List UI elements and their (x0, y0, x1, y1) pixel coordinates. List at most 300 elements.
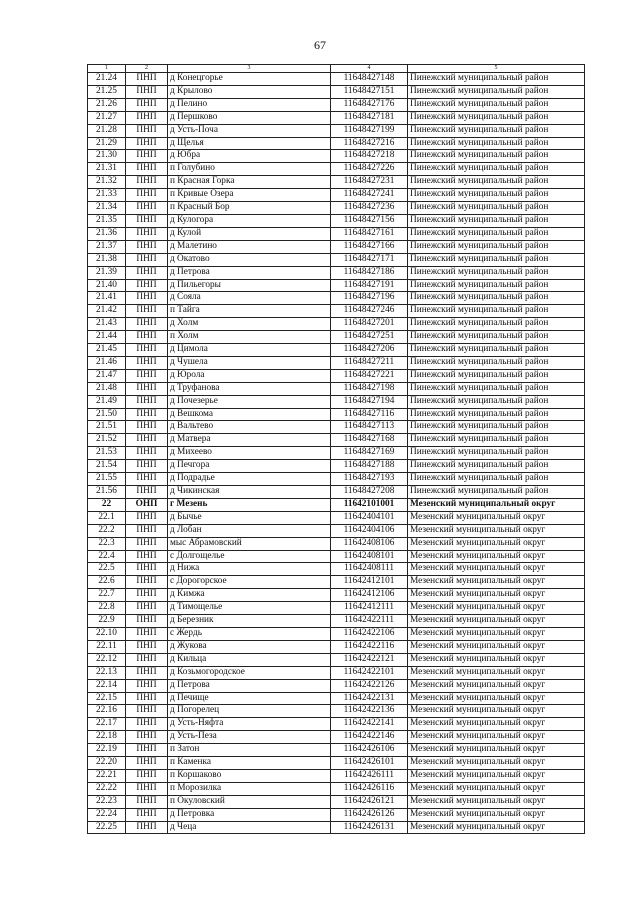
settlement-type-cell: ПНП (126, 511, 168, 524)
settlement-type-cell: ПНП (126, 524, 168, 537)
column-number: 5 (408, 65, 585, 73)
settlement-type-cell: ПНП (126, 563, 168, 576)
row-number-cell: 22.6 (88, 576, 126, 589)
municipality-cell: Мезенский муниципальный округ (408, 757, 585, 770)
row-number-cell: 21.38 (88, 253, 126, 266)
row-number-cell: 22.7 (88, 589, 126, 602)
municipality-cell: Пинежский муниципальный район (408, 486, 585, 499)
oktmo-code-cell: 11648427208 (331, 486, 408, 499)
settlement-name-cell: д Бычье (168, 511, 331, 524)
row-number-cell: 21.40 (88, 279, 126, 292)
table-row (88, 627, 585, 640)
settlement-name-cell: д Подрадье (168, 473, 331, 486)
municipality-cell: Пинежский муниципальный район (408, 214, 585, 227)
municipality-cell: Пинежский муниципальный район (408, 227, 585, 240)
municipality-cell: Мезенский муниципальный округ (408, 769, 585, 782)
settlement-type-cell: ПНП (126, 537, 168, 550)
oktmo-code-cell: 11642408101 (331, 550, 408, 563)
settlement-name-cell: с Дорогорское (168, 576, 331, 589)
row-number-cell: 22.18 (88, 731, 126, 744)
table-row (88, 653, 585, 666)
row-number-cell: 21.56 (88, 486, 126, 499)
settlement-type-cell: ПНП (126, 576, 168, 589)
oktmo-code-cell: 11648427198 (331, 382, 408, 395)
municipality-cell: Мезенский муниципальный округ (408, 808, 585, 821)
oktmo-code-cell: 11642412111 (331, 602, 408, 615)
settlement-name-cell: д Почезерье (168, 395, 331, 408)
oktmo-code-cell: 11642422146 (331, 731, 408, 744)
table-row (88, 395, 585, 408)
row-number-cell: 21.34 (88, 202, 126, 215)
municipality-cell: Мезенский муниципальный округ (408, 718, 585, 731)
settlement-type-cell: ПНП (126, 602, 168, 615)
oktmo-code-cell: 11648427116 (331, 408, 408, 421)
table-row (88, 202, 585, 215)
row-number-cell: 21.54 (88, 460, 126, 473)
column-number: 4 (331, 65, 408, 73)
table-row (88, 137, 585, 150)
table-row (88, 473, 585, 486)
row-number-cell: 21.31 (88, 163, 126, 176)
settlement-type-cell: ПНП (126, 382, 168, 395)
settlement-type-cell: ПНП (126, 486, 168, 499)
settlement-name-cell: д Петрова (168, 679, 331, 692)
municipality-cell: Мезенский муниципальный округ (408, 679, 585, 692)
municipality-cell: Пинежский муниципальный район (408, 240, 585, 253)
row-number-cell: 22 (88, 498, 126, 511)
settlement-name-cell: д Печгора (168, 460, 331, 473)
settlement-name-cell: д Конецгорье (168, 73, 331, 86)
row-number-cell: 21.39 (88, 266, 126, 279)
row-number-cell: 21.37 (88, 240, 126, 253)
settlement-type-cell: ПНП (126, 318, 168, 331)
municipality-cell: Мезенский муниципальный округ (408, 602, 585, 615)
municipality-cell: Мезенский муниципальный округ (408, 782, 585, 795)
settlement-name-cell: д Вальтево (168, 421, 331, 434)
oktmo-code-cell: 11648427176 (331, 98, 408, 111)
oktmo-code-cell: 11642404106 (331, 524, 408, 537)
oktmo-code-cell: 11648427246 (331, 305, 408, 318)
row-number-cell: 21.41 (88, 292, 126, 305)
table-row (88, 692, 585, 705)
settlement-name-cell: д Нижа (168, 563, 331, 576)
municipality-cell: Пинежский муниципальный район (408, 305, 585, 318)
municipality-cell: Пинежский муниципальный район (408, 176, 585, 189)
municipality-cell: Мезенский муниципальный округ (408, 524, 585, 537)
municipality-cell: Пинежский муниципальный район (408, 331, 585, 344)
municipality-cell: Мезенский муниципальный округ (408, 589, 585, 602)
row-number-cell: 21.35 (88, 214, 126, 227)
row-number-cell: 21.32 (88, 176, 126, 189)
oktmo-code-cell: 11642426116 (331, 782, 408, 795)
settlement-type-cell: ПНП (126, 202, 168, 215)
settlement-name-cell: п Окуловский (168, 795, 331, 808)
municipality-cell: Мезенский муниципальный округ (408, 511, 585, 524)
oktmo-code-cell: 11648427151 (331, 85, 408, 98)
settlement-name-cell: п Красный Бор (168, 202, 331, 215)
table-row (88, 331, 585, 344)
oktmo-code-cell: 11648427236 (331, 202, 408, 215)
table-row (88, 550, 585, 563)
municipality-cell: Пинежский муниципальный район (408, 124, 585, 137)
table-row (88, 240, 585, 253)
settlement-type-cell: ПНП (126, 795, 168, 808)
municipality-cell: Пинежский муниципальный район (408, 382, 585, 395)
row-number-cell: 21.51 (88, 421, 126, 434)
table-row (88, 731, 585, 744)
oktmo-code-cell: 11648427218 (331, 150, 408, 163)
oktmo-code-cell: 11642422121 (331, 653, 408, 666)
table-row (88, 408, 585, 421)
settlement-type-cell: ПНП (126, 150, 168, 163)
row-number-cell: 21.49 (88, 395, 126, 408)
table-row (88, 292, 585, 305)
municipality-cell: Пинежский муниципальный район (408, 473, 585, 486)
table-row (88, 369, 585, 382)
row-number-cell: 22.14 (88, 679, 126, 692)
settlement-type-cell: ПНП (126, 744, 168, 757)
settlement-type-cell: ПНП (126, 434, 168, 447)
row-number-cell: 22.9 (88, 615, 126, 628)
settlement-name-cell: д Матвера (168, 434, 331, 447)
table-row (88, 421, 585, 434)
page-number: 67 (314, 38, 326, 52)
settlement-type-cell: ПНП (126, 447, 168, 460)
table-row (88, 266, 585, 279)
row-number-cell: 21.50 (88, 408, 126, 421)
municipality-cell: Пинежский муниципальный район (408, 189, 585, 202)
column-number: 1 (88, 65, 126, 73)
table-row (88, 602, 585, 615)
registry-table-body (88, 65, 585, 834)
settlement-type-cell: ПНП (126, 769, 168, 782)
municipality-cell: Пинежский муниципальный район (408, 318, 585, 331)
oktmo-code-cell: 11648427251 (331, 331, 408, 344)
settlement-name-cell: г Мезень (168, 498, 331, 511)
settlement-name-cell: п Голубино (168, 163, 331, 176)
settlement-name-cell: д Усть-Поча (168, 124, 331, 137)
settlement-name-cell: д Кимжа (168, 589, 331, 602)
settlement-name-cell: д Пелино (168, 98, 331, 111)
settlement-type-cell: ПНП (126, 356, 168, 369)
row-number-cell: 22.8 (88, 602, 126, 615)
settlement-name-cell: п Морозилка (168, 782, 331, 795)
settlement-type-cell: ПНП (126, 589, 168, 602)
municipality-cell: Мезенский муниципальный округ (408, 537, 585, 550)
settlement-name-cell: д Труфанова (168, 382, 331, 395)
municipality-cell: Пинежский муниципальный район (408, 395, 585, 408)
row-number-cell: 21.30 (88, 150, 126, 163)
settlement-name-cell: д Малетино (168, 240, 331, 253)
row-number-cell: 22.13 (88, 666, 126, 679)
settlement-name-cell: мыс Абрамовский (168, 537, 331, 550)
row-number-cell: 22.2 (88, 524, 126, 537)
settlement-type-cell: ПНП (126, 653, 168, 666)
oktmo-code-cell: 11648427193 (331, 473, 408, 486)
settlement-type-cell: ПНП (126, 666, 168, 679)
table-row (88, 163, 585, 176)
oktmo-code-cell: 11642408111 (331, 563, 408, 576)
table-row (88, 305, 585, 318)
oktmo-code-cell: 11648427216 (331, 137, 408, 150)
settlement-registry-table (87, 64, 585, 834)
municipality-cell: Пинежский муниципальный район (408, 421, 585, 434)
settlement-name-cell: с Долгощелье (168, 550, 331, 563)
row-number-cell: 21.47 (88, 369, 126, 382)
municipality-cell: Пинежский муниципальный район (408, 460, 585, 473)
settlement-type-cell: ПНП (126, 718, 168, 731)
settlement-name-cell: д Тимощелье (168, 602, 331, 615)
oktmo-code-cell: 11648427226 (331, 163, 408, 176)
settlement-name-cell: д Крылово (168, 85, 331, 98)
settlement-type-cell: ОНП (126, 498, 168, 511)
row-number-cell: 22.22 (88, 782, 126, 795)
row-number-cell: 22.19 (88, 744, 126, 757)
oktmo-code-cell: 11648427241 (331, 189, 408, 202)
table-row (88, 382, 585, 395)
oktmo-code-cell: 11648427113 (331, 421, 408, 434)
oktmo-code-cell: 11642422101 (331, 666, 408, 679)
settlement-type-cell: ПНП (126, 731, 168, 744)
settlement-type-cell: ПНП (126, 266, 168, 279)
oktmo-code-cell: 11648427186 (331, 266, 408, 279)
settlement-type-cell: ПНП (126, 782, 168, 795)
settlement-name-cell: д Холм (168, 318, 331, 331)
settlement-name-cell: п Холм (168, 331, 331, 344)
row-number-cell: 22.1 (88, 511, 126, 524)
municipality-cell: Мезенский муниципальный округ (408, 653, 585, 666)
row-number-cell: 21.25 (88, 85, 126, 98)
settlement-name-cell: д Першково (168, 111, 331, 124)
settlement-type-cell: ПНП (126, 705, 168, 718)
row-number-cell: 22.15 (88, 692, 126, 705)
settlement-type-cell: ПНП (126, 408, 168, 421)
table-row (88, 537, 585, 550)
row-number-cell: 21.55 (88, 473, 126, 486)
municipality-cell: Пинежский муниципальный район (408, 253, 585, 266)
oktmo-code-cell: 11648427148 (331, 73, 408, 86)
municipality-cell: Мезенский муниципальный округ (408, 576, 585, 589)
settlement-name-cell: п Кривые Озера (168, 189, 331, 202)
row-number-cell: 22.24 (88, 808, 126, 821)
settlement-type-cell: ПНП (126, 305, 168, 318)
row-number-cell: 21.52 (88, 434, 126, 447)
row-number-cell: 21.36 (88, 227, 126, 240)
oktmo-code-cell: 11642426121 (331, 795, 408, 808)
settlement-type-cell: ПНП (126, 550, 168, 563)
settlement-type-cell: ПНП (126, 640, 168, 653)
table-row (88, 563, 585, 576)
settlement-type-cell: ПНП (126, 395, 168, 408)
table-row (88, 214, 585, 227)
municipality-cell: Пинежский муниципальный район (408, 408, 585, 421)
table-row (88, 189, 585, 202)
settlement-name-cell: д Усть-Няфта (168, 718, 331, 731)
oktmo-code-cell: 11648427166 (331, 240, 408, 253)
municipality-cell: Пинежский муниципальный район (408, 344, 585, 357)
table-row (88, 705, 585, 718)
oktmo-code-cell: 11642412106 (331, 589, 408, 602)
table-row (88, 73, 585, 86)
oktmo-code-cell: 11648427168 (331, 434, 408, 447)
settlement-type-cell: ПНП (126, 73, 168, 86)
table-row (88, 150, 585, 163)
row-number-cell: 22.10 (88, 627, 126, 640)
column-number-row (88, 65, 585, 73)
municipality-cell: Пинежский муниципальный район (408, 73, 585, 86)
settlement-name-cell: п Коршаково (168, 769, 331, 782)
settlement-type-cell: ПНП (126, 692, 168, 705)
settlement-name-cell: п Затон (168, 744, 331, 757)
table-row (88, 356, 585, 369)
table-row (88, 318, 585, 331)
oktmo-code-cell: 11642412101 (331, 576, 408, 589)
settlement-type-cell: ПНП (126, 214, 168, 227)
settlement-type-cell: ПНП (126, 808, 168, 821)
settlement-name-cell: д Березник (168, 615, 331, 628)
oktmo-code-cell: 11648427196 (331, 292, 408, 305)
row-number-cell: 21.43 (88, 318, 126, 331)
table-row (88, 589, 585, 602)
settlement-type-cell: ПНП (126, 344, 168, 357)
table-row (88, 111, 585, 124)
municipality-cell: Пинежский муниципальный район (408, 85, 585, 98)
municipality-cell: Мезенский муниципальный округ (408, 498, 585, 511)
table-row (88, 821, 585, 834)
settlement-name-cell: д Кильца (168, 653, 331, 666)
row-number-cell: 22.23 (88, 795, 126, 808)
settlement-type-cell: ПНП (126, 460, 168, 473)
table-row (88, 666, 585, 679)
oktmo-code-cell: 11642426126 (331, 808, 408, 821)
settlement-type-cell: ПНП (126, 473, 168, 486)
table-row (88, 176, 585, 189)
row-number-cell: 21.29 (88, 137, 126, 150)
municipality-cell: Мезенский муниципальный округ (408, 666, 585, 679)
settlement-name-cell: д Козьмогородское (168, 666, 331, 679)
oktmo-code-cell: 11642408106 (331, 537, 408, 550)
oktmo-code-cell: 11648427156 (331, 214, 408, 227)
oktmo-code-cell: 11642404101 (331, 511, 408, 524)
municipality-cell: Пинежский муниципальный район (408, 356, 585, 369)
settlement-name-cell: д Юрола (168, 369, 331, 382)
oktmo-code-cell: 11648427201 (331, 318, 408, 331)
oktmo-code-cell: 11642422141 (331, 718, 408, 731)
table-row (88, 524, 585, 537)
settlement-name-cell: д Чушела (168, 356, 331, 369)
row-number-cell: 21.53 (88, 447, 126, 460)
settlement-name-cell: д Сояла (168, 292, 331, 305)
row-number-cell: 22.16 (88, 705, 126, 718)
oktmo-code-cell: 11648427181 (331, 111, 408, 124)
municipality-cell: Мезенский муниципальный округ (408, 550, 585, 563)
settlement-type-cell: ПНП (126, 124, 168, 137)
table-row (88, 460, 585, 473)
row-number-cell: 21.45 (88, 344, 126, 357)
municipality-cell: Пинежский муниципальный район (408, 150, 585, 163)
settlement-type-cell: ПНП (126, 163, 168, 176)
settlement-name-cell: д Кулогора (168, 214, 331, 227)
table-row (88, 85, 585, 98)
column-number: 3 (168, 65, 331, 73)
settlement-name-cell: д Лобан (168, 524, 331, 537)
municipality-cell: Пинежский муниципальный район (408, 137, 585, 150)
table-row (88, 782, 585, 795)
municipality-cell: Мезенский муниципальный округ (408, 563, 585, 576)
row-number-cell: 21.33 (88, 189, 126, 202)
oktmo-code-cell: 11648427169 (331, 447, 408, 460)
row-number-cell: 22.11 (88, 640, 126, 653)
table-row (88, 615, 585, 628)
table-row (88, 744, 585, 757)
municipality-cell: Мезенский муниципальный округ (408, 821, 585, 834)
row-number-cell: 22.4 (88, 550, 126, 563)
row-number-cell: 21.27 (88, 111, 126, 124)
oktmo-code-cell: 11648427199 (331, 124, 408, 137)
row-number-cell: 21.24 (88, 73, 126, 86)
settlement-type-cell: ПНП (126, 627, 168, 640)
settlement-type-cell: ПНП (126, 137, 168, 150)
municipality-cell: Пинежский муниципальный район (408, 163, 585, 176)
table-row (88, 679, 585, 692)
row-number-cell: 21.44 (88, 331, 126, 344)
settlement-type-cell: ПНП (126, 98, 168, 111)
settlement-name-cell: д Юбра (168, 150, 331, 163)
table-row (88, 279, 585, 292)
settlement-type-cell: ПНП (126, 279, 168, 292)
oktmo-code-cell: 11642426106 (331, 744, 408, 757)
table-row (88, 253, 585, 266)
settlement-name-cell: д Михеево (168, 447, 331, 460)
settlement-type-cell: ПНП (126, 85, 168, 98)
row-number-cell: 21.46 (88, 356, 126, 369)
table-row (88, 795, 585, 808)
row-number-cell: 22.5 (88, 563, 126, 576)
municipality-cell: Пинежский муниципальный район (408, 279, 585, 292)
municipality-cell: Пинежский муниципальный район (408, 447, 585, 460)
municipality-cell: Пинежский муниципальный район (408, 202, 585, 215)
settlement-type-cell: ПНП (126, 757, 168, 770)
settlement-name-cell: д Кулой (168, 227, 331, 240)
settlement-type-cell: ПНП (126, 111, 168, 124)
settlement-name-cell: д Цимола (168, 344, 331, 357)
row-number-cell: 21.26 (88, 98, 126, 111)
settlement-type-cell: ПНП (126, 679, 168, 692)
table-row (88, 511, 585, 524)
settlement-type-cell: ПНП (126, 615, 168, 628)
oktmo-code-cell: 11648427188 (331, 460, 408, 473)
table-row (88, 98, 585, 111)
table-row (88, 124, 585, 137)
municipality-cell: Пинежский муниципальный район (408, 292, 585, 305)
oktmo-code-cell: 11642101001 (331, 498, 408, 511)
row-number-cell: 21.42 (88, 305, 126, 318)
oktmo-code-cell: 11648427231 (331, 176, 408, 189)
municipality-cell: Мезенский муниципальный округ (408, 692, 585, 705)
oktmo-code-cell: 11642422111 (331, 615, 408, 628)
table-row (88, 498, 585, 511)
settlement-type-cell: ПНП (126, 240, 168, 253)
settlement-name-cell: д Жукова (168, 640, 331, 653)
row-number-cell: 21.48 (88, 382, 126, 395)
settlement-type-cell: ПНП (126, 292, 168, 305)
oktmo-code-cell: 11642422131 (331, 692, 408, 705)
municipality-cell: Пинежский муниципальный район (408, 369, 585, 382)
row-number-cell: 22.12 (88, 653, 126, 666)
settlement-type-cell: ПНП (126, 821, 168, 834)
settlement-name-cell: д Щелья (168, 137, 331, 150)
row-number-cell: 21.28 (88, 124, 126, 137)
